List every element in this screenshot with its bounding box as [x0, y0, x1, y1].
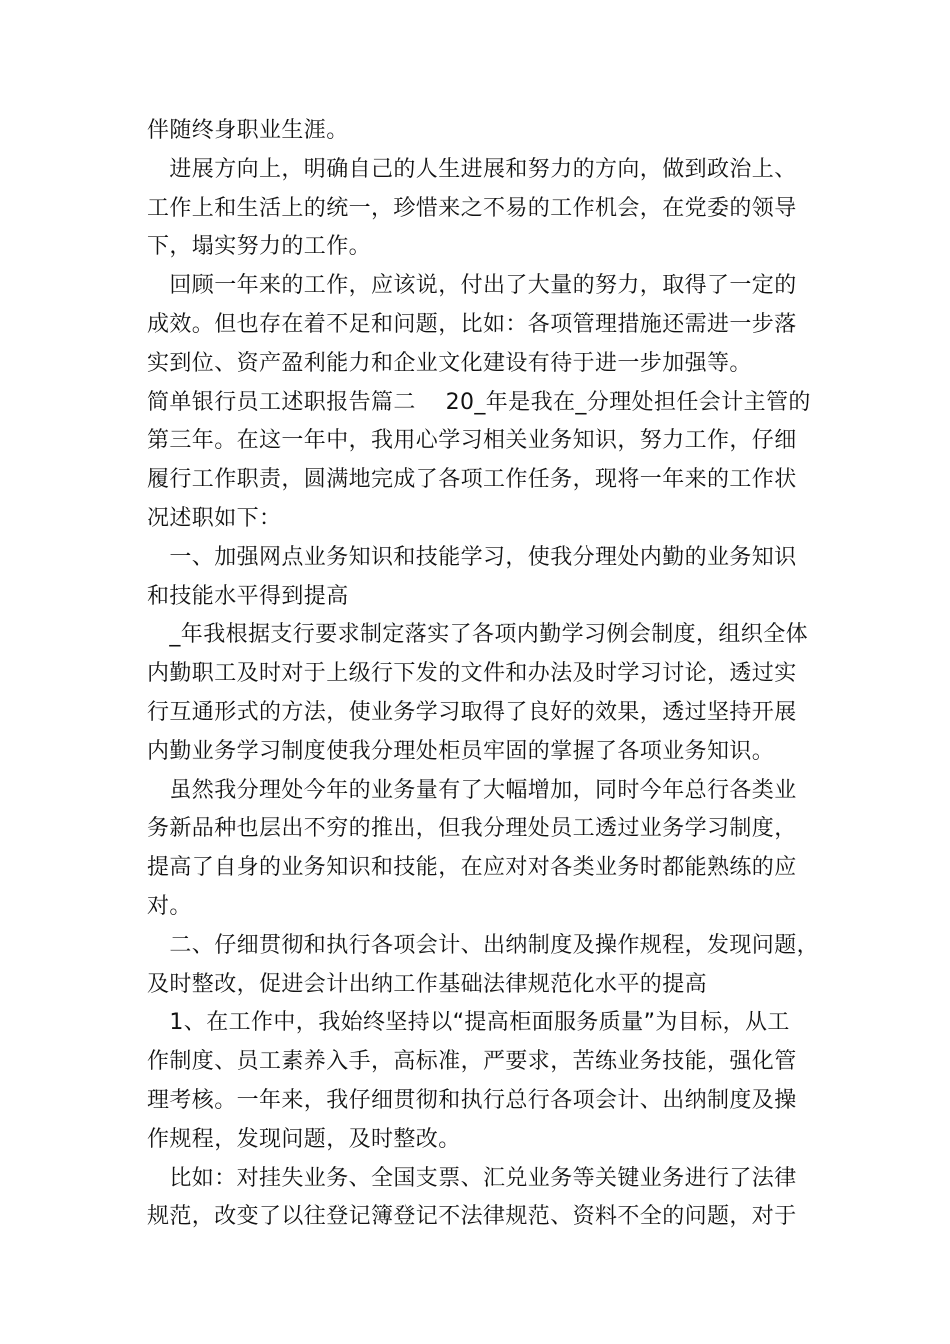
text-line: _年我根据支行要求制定落实了各项内勤学习例会制度，组织全体: [147, 622, 809, 648]
text-line: 简单银行员工述职报告篇二 20_年是我在_分理处担任会计主管的: [147, 389, 811, 415]
text-line: 理考核。一年来，我仔细贯彻和执行总行各项会计、出纳制度及操: [147, 1087, 797, 1113]
text-line: 成效。但也存在着不足和问题，比如：各项管理措施还需进一步落: [147, 311, 797, 337]
text-line: 进展方向上，明确自己的人生进展和努力的方向，做到政治上、: [147, 156, 797, 182]
text-line: 伴随终身职业生涯。: [147, 118, 349, 143]
text-line: 行互通形式的方法，使业务学习取得了良好的效果，透过坚持开展: [147, 699, 797, 725]
text-line: 回顾一年来的工作，应该说，付出了大量的努力，取得了一定的: [147, 273, 797, 299]
text-line: 及时整改，促进会计出纳工作基础法律规范化水平的提高: [147, 971, 708, 997]
text-line: 履行工作职责，圆满地完成了各项工作任务，现将一年来的工作状: [147, 467, 797, 493]
text-line: 实到位、资产盈利能力和企业文化建设有待于进一步加强等。: [147, 350, 752, 376]
text-line: 务新品种也层出不穷的推出，但我分理处员工透过业务学习制度，: [147, 816, 797, 842]
text-line: 二、仔细贯彻和执行各项会计、出纳制度及操作规程，发现问题，: [147, 932, 820, 958]
text-line: 规范，改变了以往登记簿登记不法律规范、资料不全的问题，对于: [147, 1204, 797, 1230]
document-body: [147, 112, 820, 1237]
text-line: 内勤业务学习制度使我分理处柜员牢固的掌握了各项业务知识。: [147, 738, 775, 764]
text-line: 和技能水平得到提高: [147, 583, 349, 609]
text-line: 作规程，发现问题，及时整改。: [147, 1126, 461, 1152]
text-line: 一、加强网点业务知识和技能学习，使我分理处内勤的业务知识: [147, 544, 797, 570]
text-line: 虽然我分理处今年的业务量有了大幅增加，同时今年总行各类业: [147, 777, 797, 803]
text-line: 比如：对挂失业务、全国支票、汇兑业务等关键业务进行了法律: [147, 1165, 797, 1191]
text-line: 提高了自身的业务知识和技能，在应对对各类业务时都能熟练的应: [147, 855, 797, 881]
text-line: 1、在工作中，我始终坚持以“提高柜面服务质量”为目标，从工: [147, 1010, 790, 1036]
text-line: 下，塌实努力的工作。: [147, 234, 372, 260]
text-line: 第三年。在这一年中，我用心学习相关业务知识，努力工作，仔细: [147, 428, 797, 454]
text-line: 工作上和生活上的统一，珍惜来之不易的工作机会，在党委的领导: [147, 195, 797, 221]
text-line: 对。: [147, 893, 192, 919]
text-line: 内勤职工及时对于上级行下发的文件和办法及时学习讨论，透过实: [147, 661, 797, 687]
text-line: 作制度、员工素养入手，高标准，严要求，苦练业务技能，强化管: [147, 1049, 797, 1075]
text-line: 况述职如下：: [147, 505, 282, 531]
